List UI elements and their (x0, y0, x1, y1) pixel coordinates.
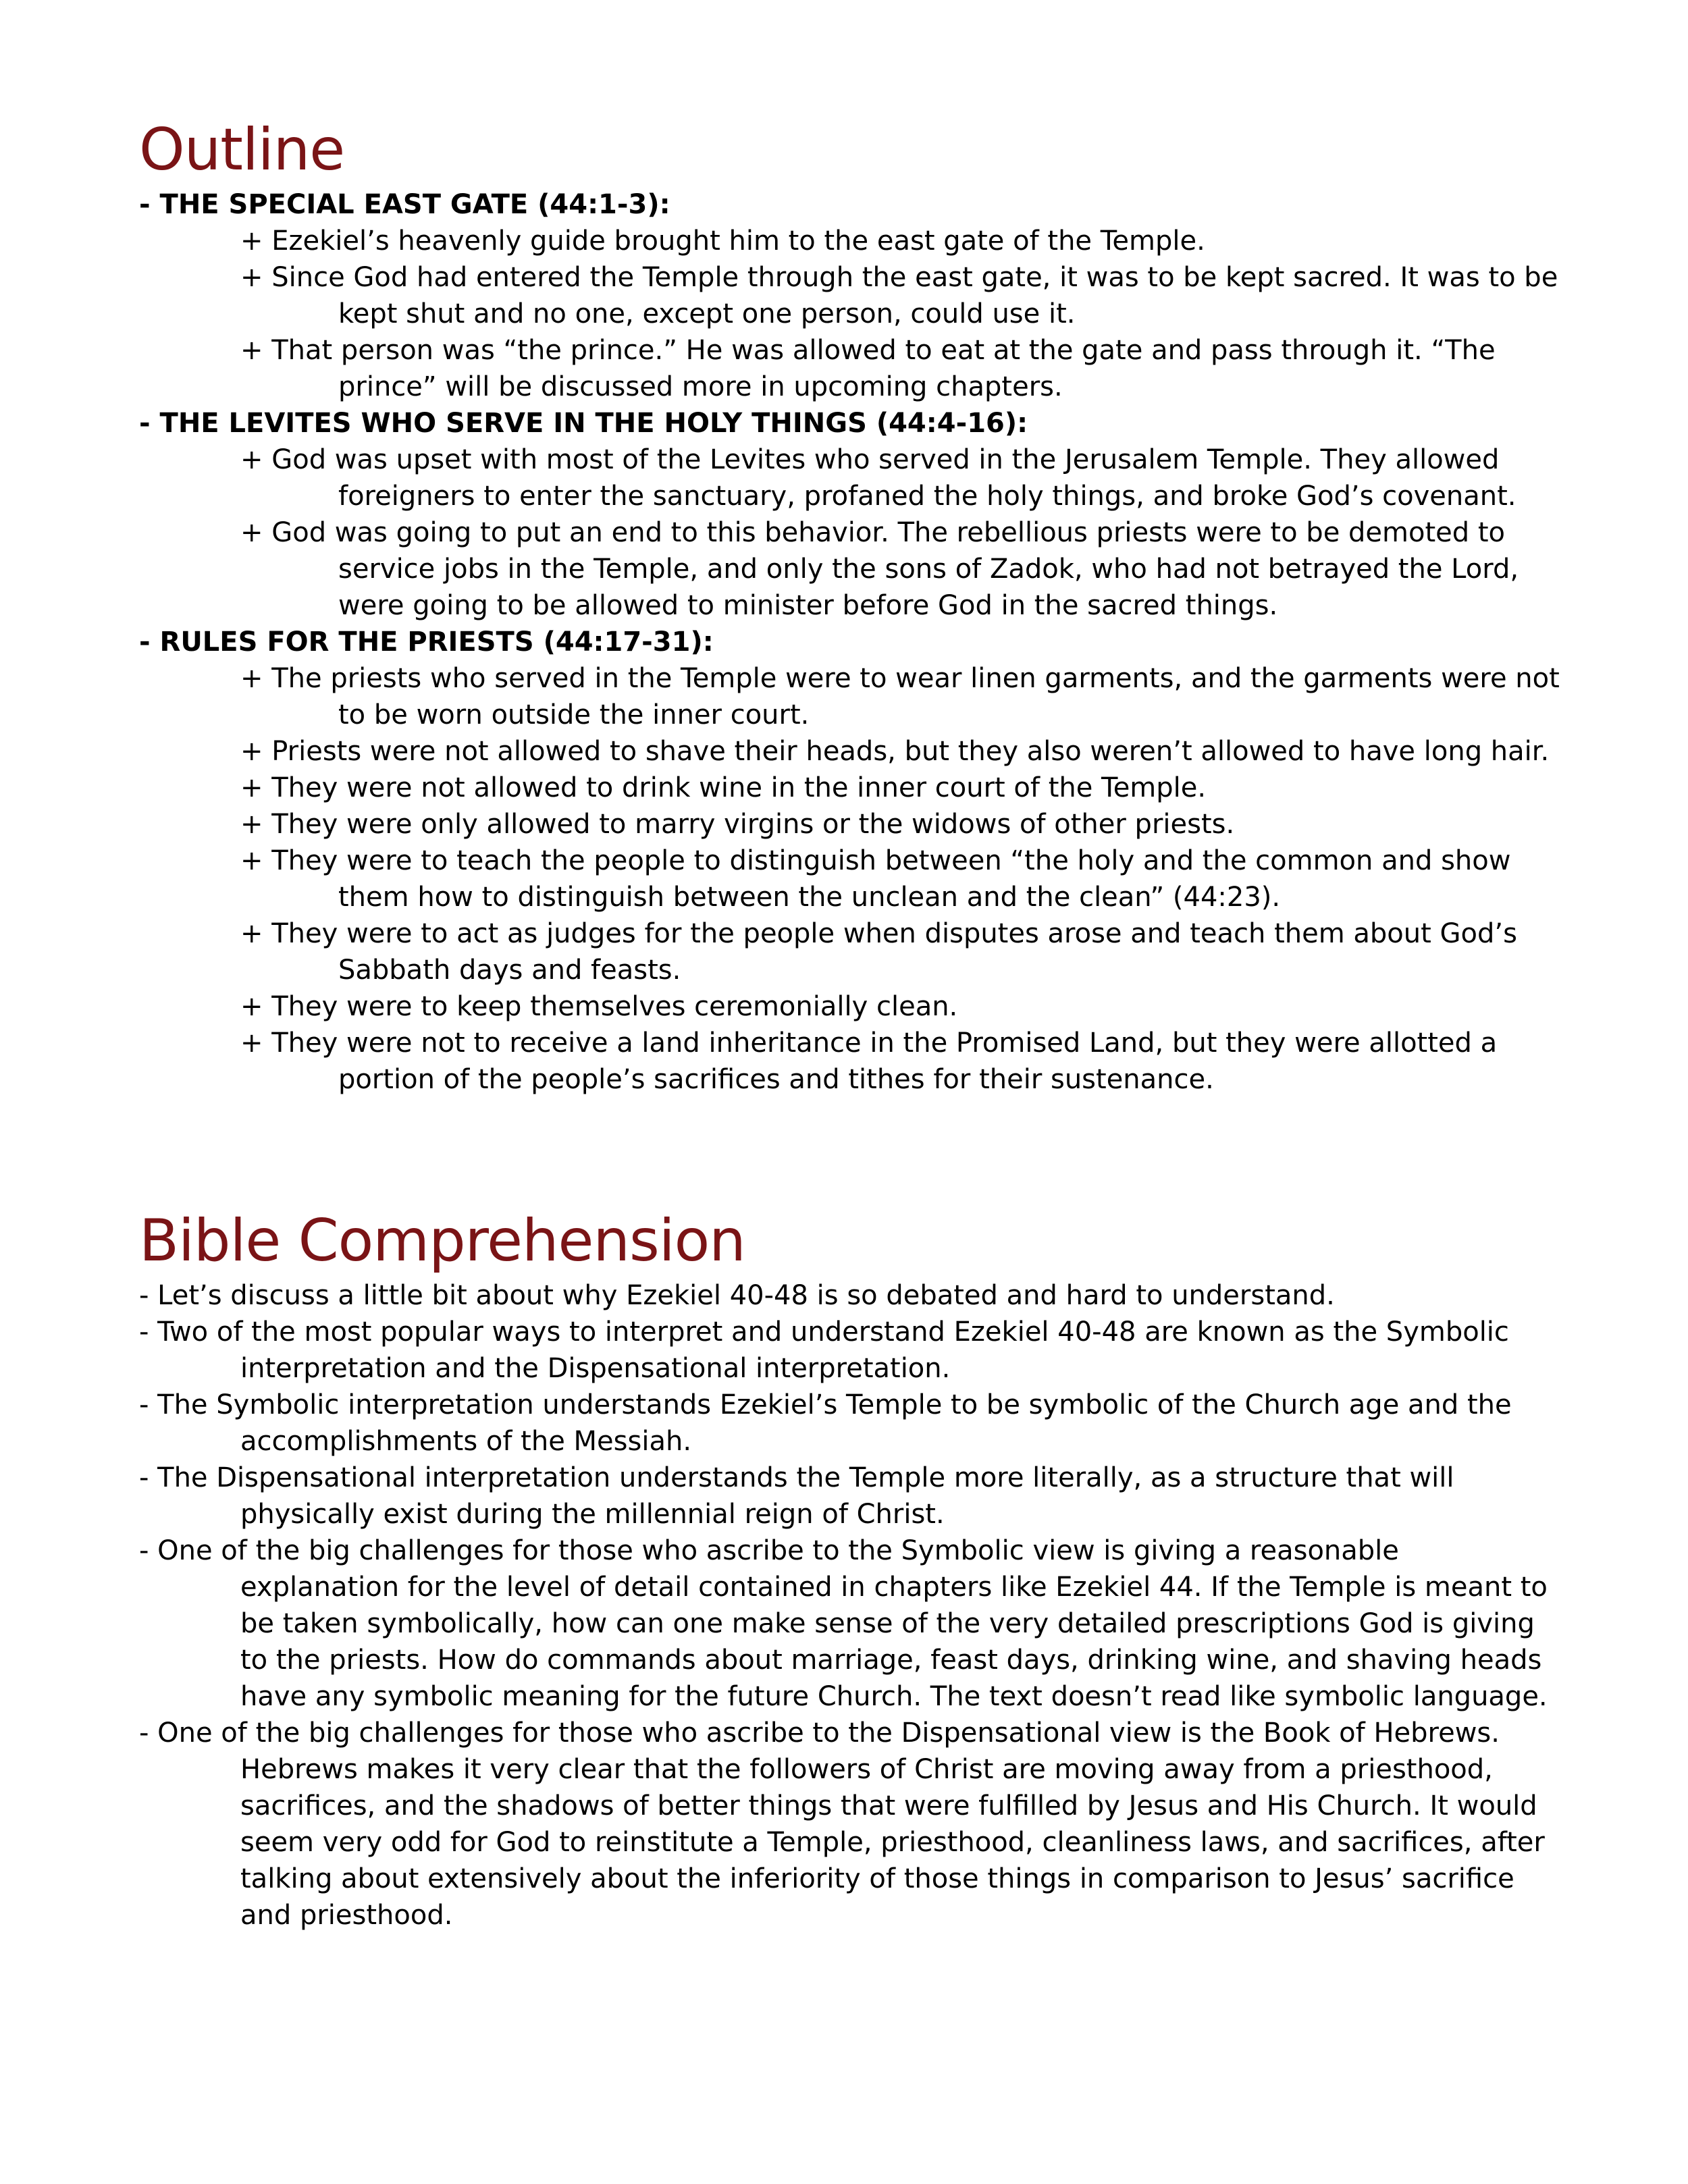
comprehension-item: - One of the big challenges for those who ascribe to the Dispensational view is the Book of Hebrews. Hebrews makes it very clear that the followers of Christ are moving away from a priesthood, sacrifices, and the shadows of better things that were fulfilled by Jesus and His Church. It would seem very odd for God to reinstitute a Temple, priesthood, cleanliness laws, and sacrifices, after talking about extensively about the inferiority of those things in comparison to Jesus’ sacrifice and priesthood. (139, 1717, 1545, 1931)
outline-item: + Priests were not allowed to shave their heads, but they also weren’t allowed to have long hair. (240, 736, 1550, 767)
outline-heading-east-gate: - THE SPECIAL EAST GATE (44:1-3): (139, 189, 670, 220)
outline-item: + They were to teach the people to distinguish between “the holy and the common and show them how to distinguish between the unclean and the clean” (44:23). (240, 845, 1511, 913)
outline-heading-levites: - THE LEVITES WHO SERVE IN THE HOLY THINGS (44:4-16): (139, 408, 1028, 439)
comprehension-title: Bible Comprehension (139, 1207, 745, 1275)
outline-item: + That person was “the prince.” He was allowed to eat at the gate and pass through it. “The prince” will be discussed more in upcoming chapters. (240, 335, 1496, 402)
comprehension-item: - Two of the most popular ways to interpret and understand Ezekiel 40-48 are known as the Symbolic interpretation and the Dispensational interpretation. (139, 1316, 1509, 1384)
comprehension-section (139, 1204, 1564, 1934)
outline-item: + They were to keep themselves ceremonially clean. (240, 991, 958, 1022)
outline-item: + They were only allowed to marry virgins or the widows of other priests. (240, 809, 1235, 840)
outline-item: + God was going to put an end to this behavior. The rebellious priests were to be demoted to service jobs in the Temple, and only the sons of Zadok, who had not betrayed the Lord, were going to be allowed to minister before God in the sacred things. (240, 517, 1519, 621)
document-page (139, 113, 1564, 1934)
comprehension-item: - The Dispensational interpretation understands the Temple more literally, as a structure that will physically exist during the millennial reign of Christ. (139, 1462, 1454, 1530)
outline-section (139, 113, 1564, 1098)
comprehension-body (139, 1277, 1564, 1934)
outline-item: + Since God had entered the Temple through the east gate, it was to be kept sacred. It was to be kept shut and no one, except one person, could use it. (240, 262, 1558, 329)
outline-heading-rules: - RULES FOR THE PRIESTS (44:17-31): (139, 627, 714, 658)
comprehension-item: - The Symbolic interpretation understands Ezekiel’s Temple to be symbolic of the Church age and the accomplishments of the Messiah. (139, 1389, 1512, 1457)
outline-item: + Ezekiel’s heavenly guide brought him to the east gate of the Temple. (240, 225, 1205, 257)
outline-item: + The priests who served in the Temple were to wear linen garments, and the garments were not to be worn outside the inner court. (240, 663, 1560, 730)
outline-item: + God was upset with most of the Levites who served in the Jerusalem Temple. They allowed foreigners to enter the sanctuary, profaned the holy things, and broke God’s covenant. (240, 444, 1516, 512)
comprehension-item: - One of the big challenges for those who ascribe to the Symbolic view is giving a reasonable explanation for the level of detail contained in chapters like Ezekiel 44. If the Temple is meant to be taken symbolically, how can one make sense of the very detailed prescriptions God is giving to the priests. How do commands about marriage, feast days, drinking wine, and shaving heads have any symbolic meaning for the future Church. The text doesn’t read like symbolic language. (139, 1535, 1548, 1712)
outline-item: + They were not to receive a land inheritance in the Promised Land, but they were allotted a portion of the people’s sacrifices and tithes for their sustenance. (240, 1028, 1498, 1095)
outline-item: + They were not allowed to drink wine in the inner court of the Temple. (240, 772, 1207, 803)
outline-item: + They were to act as judges for the people when disputes arose and teach them about God’s Sabbath days and feasts. (240, 918, 1517, 986)
comprehension-item: - Let’s discuss a little bit about why Ezekiel 40-48 is so debated and hard to understand. (139, 1280, 1335, 1311)
outline-title: Outline (139, 116, 345, 184)
outline-body (139, 186, 1564, 1098)
